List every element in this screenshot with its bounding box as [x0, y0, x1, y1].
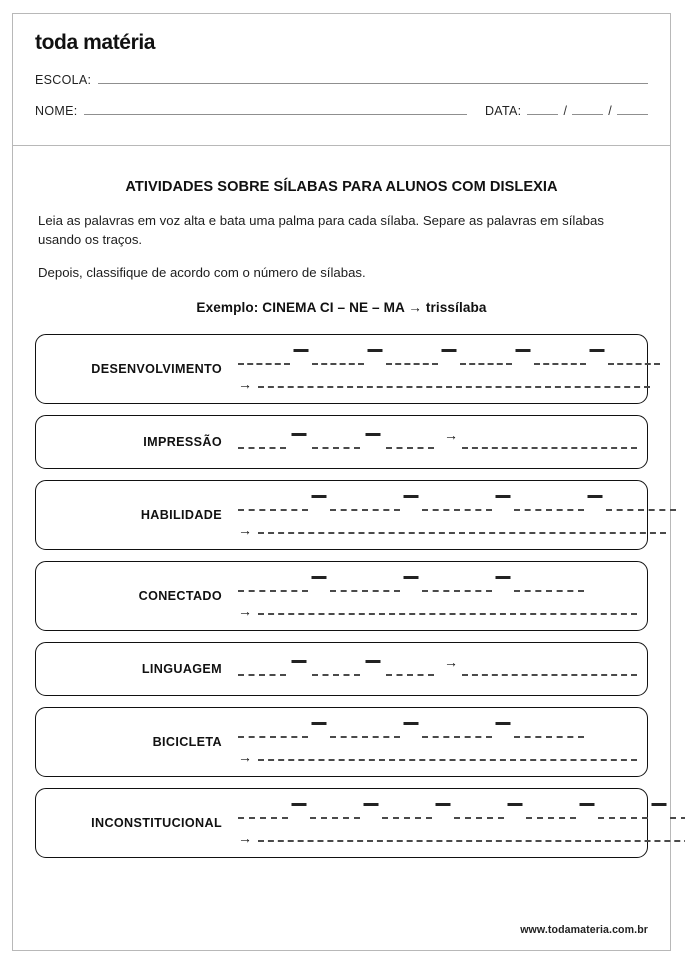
arrow-icon: →: [238, 829, 252, 846]
exercise-answer-area: [226, 427, 647, 449]
exercise-list: [35, 334, 648, 858]
worksheet-content: [13, 179, 670, 858]
arrow-icon: →: [238, 748, 252, 765]
nome-label: NOME:: [35, 104, 78, 118]
syllable-separator-dash: [364, 353, 386, 365]
exercise-row: [35, 561, 648, 631]
exercise-row: [35, 642, 648, 696]
syllable-slot-group: [238, 351, 660, 365]
syllable-blank-input[interactable]: [382, 805, 432, 819]
exercise-row: [35, 480, 648, 550]
instruction-primary: Leia as palavras em voz alta e bata uma palma para cada sílaba. Separe as palavras em sílabas usando os traços.: [38, 213, 604, 247]
syllable-blank-input[interactable]: [330, 497, 400, 511]
syllable-blank-input[interactable]: [386, 662, 434, 676]
data-day-input[interactable]: [527, 103, 558, 115]
exercise-answer-area: [226, 578, 647, 619]
exercise-row: [35, 707, 648, 777]
syllable-blank-input[interactable]: [238, 578, 308, 592]
instruction-secondary: Depois, classifique de acordo com o número de sílabas.: [38, 265, 366, 281]
syllable-separator-dash: [492, 726, 514, 738]
syllable-blank-input[interactable]: [606, 497, 676, 511]
syllable-separator-dash: [438, 353, 460, 365]
syllable-blank-input[interactable]: [330, 578, 400, 592]
arrow-icon: →: [238, 521, 252, 538]
date-separator-1: /: [563, 104, 568, 118]
exercise-word-label: DESENVOLVIMENTO: [91, 362, 222, 377]
syllable-blank-input[interactable]: [386, 351, 438, 365]
classification-input[interactable]: [258, 829, 685, 842]
worksheet-page: [12, 13, 671, 951]
exercise-word-label: LINGUAGEM: [141, 662, 222, 677]
syllable-separator-dash: [432, 807, 454, 819]
classification-row: [238, 374, 660, 392]
syllable-separator-dash: [290, 353, 312, 365]
syllable-separator-dash: [648, 807, 670, 819]
exercise-answer-area: [226, 724, 647, 765]
syllable-separator-dash: [504, 807, 526, 819]
exercise-row: [35, 334, 648, 404]
footer-url: www.todamateria.com.br: [520, 924, 648, 936]
exercise-inline-row: [238, 654, 647, 676]
classification-row: [238, 520, 676, 538]
exercise-word-label: CONECTADO: [138, 589, 222, 604]
exercise-row: [35, 415, 648, 469]
syllable-blank-input[interactable]: [238, 805, 288, 819]
syllable-blank-input[interactable]: [514, 578, 584, 592]
syllable-blank-input[interactable]: [238, 497, 308, 511]
syllable-slot-group: [238, 578, 647, 592]
syllable-blank-input[interactable]: [534, 351, 586, 365]
syllable-blank-input[interactable]: [460, 351, 512, 365]
syllable-blank-input[interactable]: [422, 497, 492, 511]
syllable-blank-input[interactable]: [312, 435, 360, 449]
page-header: [13, 14, 670, 146]
escola-input[interactable]: [98, 72, 648, 84]
syllable-blank-input[interactable]: [514, 497, 584, 511]
syllable-separator-dash: [576, 807, 598, 819]
classification-input[interactable]: [258, 602, 637, 615]
syllable-separator-dash: [492, 499, 514, 511]
syllable-separator-dash: [288, 807, 310, 819]
syllable-slot-group: [238, 805, 685, 819]
syllable-blank-input[interactable]: [514, 724, 584, 738]
arrow-icon: →: [238, 602, 252, 619]
syllable-blank-input[interactable]: [238, 435, 286, 449]
data-year-input[interactable]: [617, 103, 648, 115]
syllable-slot-group: [238, 497, 676, 511]
classification-row: [238, 747, 647, 765]
syllable-blank-input[interactable]: [598, 805, 648, 819]
syllable-separator-dash: [584, 499, 606, 511]
exercise-inline-row: [238, 427, 647, 449]
syllable-slot-group: [238, 662, 434, 676]
syllable-blank-input[interactable]: [238, 351, 290, 365]
exercise-answer-area: [226, 351, 660, 392]
brand-logo: toda matéria: [35, 31, 156, 54]
syllable-separator-dash: [400, 726, 422, 738]
syllable-blank-input[interactable]: [526, 805, 576, 819]
syllable-separator-dash: [308, 580, 330, 592]
page-title: ATIVIDADES SOBRE SÍLABAS PARA ALUNOS COM DISLEXIA: [125, 179, 558, 195]
classification-input[interactable]: [258, 375, 650, 388]
data-month-input[interactable]: [572, 103, 603, 115]
syllable-separator-dash: [400, 499, 422, 511]
syllable-separator-dash: [360, 664, 386, 676]
exercise-answer-area: [226, 497, 676, 538]
syllable-blank-input[interactable]: [386, 435, 434, 449]
syllable-separator-dash: [308, 499, 330, 511]
escola-label: ESCOLA:: [35, 73, 92, 87]
classification-input[interactable]: [462, 436, 637, 449]
example-line: Exemplo: CINEMA CI – NE – MA → trissílaba: [196, 300, 487, 316]
syllable-blank-input[interactable]: [454, 805, 504, 819]
syllable-blank-input[interactable]: [310, 805, 360, 819]
exercise-word-label: BICICLETA: [152, 735, 222, 750]
arrow-icon: →: [444, 654, 458, 671]
escola-field-row: [35, 72, 648, 87]
syllable-separator-dash: [586, 353, 608, 365]
syllable-blank-input[interactable]: [238, 662, 286, 676]
classification-row: [238, 601, 647, 619]
exercise-row: [35, 788, 648, 858]
arrow-icon: →: [238, 375, 252, 392]
syllable-separator-dash: [492, 580, 514, 592]
syllable-blank-input[interactable]: [422, 724, 492, 738]
arrow-icon: →: [444, 427, 458, 444]
syllable-blank-input[interactable]: [330, 724, 400, 738]
syllable-separator-dash: [286, 437, 312, 449]
syllable-blank-input[interactable]: [608, 351, 660, 365]
classification-input[interactable]: [462, 663, 637, 676]
syllable-slot-group: [238, 435, 434, 449]
nome-input[interactable]: [84, 103, 466, 115]
syllable-separator-dash: [308, 726, 330, 738]
syllable-blank-input[interactable]: [312, 351, 364, 365]
syllable-blank-input[interactable]: [670, 805, 685, 819]
exercise-answer-area: [226, 654, 647, 676]
nome-field-row: [35, 103, 648, 118]
syllable-slot-group: [238, 724, 647, 738]
syllable-blank-input[interactable]: [238, 724, 308, 738]
syllable-separator-dash: [400, 580, 422, 592]
classification-input[interactable]: [258, 521, 666, 534]
data-field-group: [485, 103, 648, 118]
syllable-blank-input[interactable]: [312, 662, 360, 676]
exercise-word-label: INCONSTITUCIONAL: [91, 816, 222, 831]
exercise-word-label: IMPRESSÃO: [143, 435, 222, 450]
syllable-separator-dash: [360, 437, 386, 449]
date-separator-2: /: [608, 104, 612, 118]
classification-row: [238, 828, 685, 846]
syllable-separator-dash: [360, 807, 382, 819]
exercise-answer-area: [226, 805, 685, 846]
syllable-blank-input[interactable]: [422, 578, 492, 592]
syllable-separator-dash: [512, 353, 534, 365]
classification-input[interactable]: [258, 748, 637, 761]
data-label: DATA:: [484, 104, 522, 118]
exercise-word-label: HABILIDADE: [140, 508, 222, 523]
syllable-separator-dash: [286, 664, 312, 676]
